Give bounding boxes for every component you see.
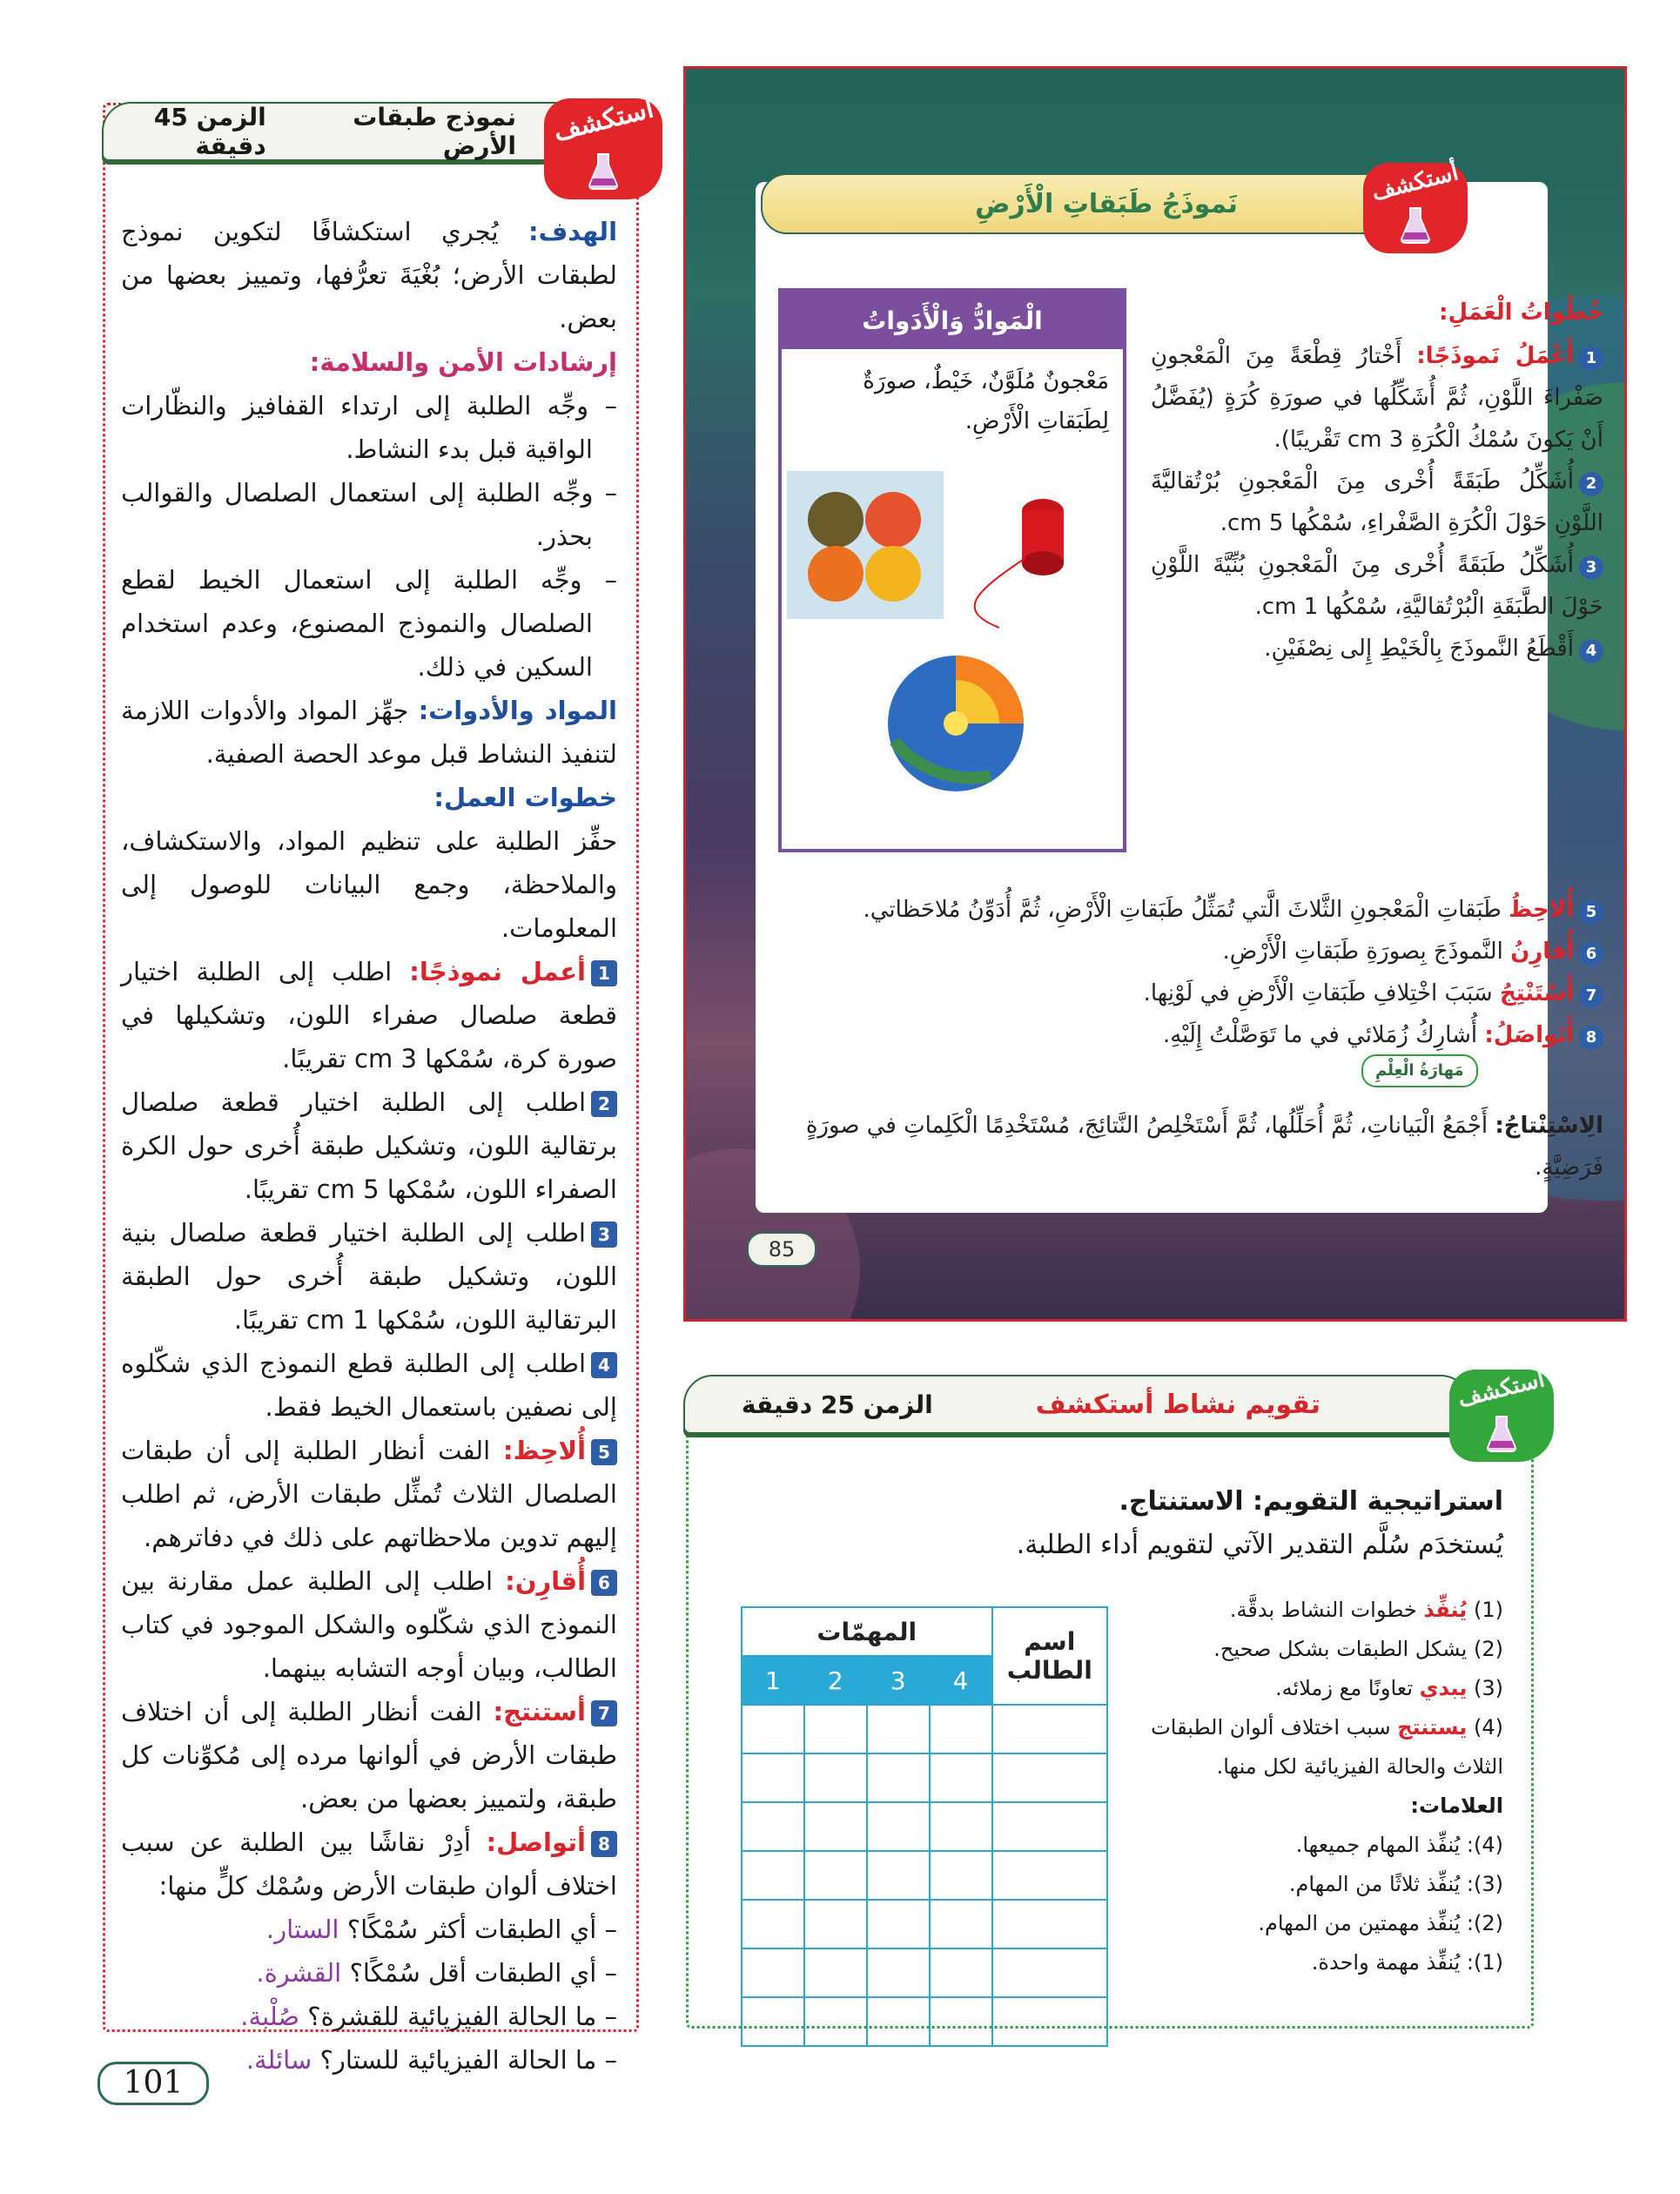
clay-ball-brown (808, 492, 864, 548)
step-text: سَبَبَ اخْتِلافِ طَبَقاتِ الْأَرْضِ في لَوْنِها. (1143, 980, 1493, 1006)
table-row (742, 1851, 1107, 1900)
mark-item: (4): يُنفِّذ المهام جميعها. (1295, 1833, 1503, 1857)
teacher-header-time: الزمن 45 دقيقة (153, 103, 266, 160)
answer-text: سائلة. (245, 2045, 312, 2075)
step-key: أتواصل: (486, 1827, 586, 1857)
evaluation-explore-badge (1449, 1366, 1554, 1462)
table-cell[interactable] (867, 1802, 930, 1851)
mark-item: (2): يُنفِّذ مهمتين من المهام. (1258, 1911, 1503, 1935)
evaluation-header (683, 1375, 1470, 1434)
question-text: – ما الحالة الفيزيائية للقشرة؟ (307, 2002, 617, 2031)
flask-icon (1486, 1415, 1517, 1453)
step-number: 3 (591, 1222, 617, 1248)
table-row (742, 1753, 1107, 1802)
criterion (1129, 1630, 1503, 1669)
criterion-key: يبدي (1419, 1676, 1468, 1700)
materials-label: المواد والأدوات: (418, 696, 617, 725)
evaluation-strategy: استراتيجية التقويم: الاستنتاج. (1119, 1486, 1503, 1517)
explore-badge (544, 93, 662, 199)
task-number: 4 (930, 1656, 992, 1705)
teacher-header-title: نموذج طبقات الأرض (353, 103, 516, 160)
materials-title: الْمَوادُّ وَالْأَدَواتُ (782, 292, 1123, 349)
criterion-text: خطوات النشاط بدقَّة. (1229, 1598, 1417, 1622)
criteria-list (1129, 1591, 1503, 1982)
step-text: اطلب إلى الطلبة اختيار قطعة صلصال صفراء اللون، وتشكيلها في صورة كرة، سُمْكها 3 cm تقريبًا. (121, 957, 617, 1073)
materials-paragraph (121, 689, 617, 776)
clay-ball-yellow (865, 546, 921, 602)
step-text: أُشَكِّلُ طَبَقَةً أُخْرى مِنَ الْمَعْجونِ بُنِّيَّةَ اللَّوْنِ حَوْلَ الطَّبَقَةِ الْبُرْتُقاليَّةِ، سُمْكُها 1 cm. (1151, 552, 1603, 620)
answer-text: القشرة. (256, 1958, 342, 1988)
step-number: 1 (591, 960, 617, 986)
step-key: أعمل نموذجًا: (409, 957, 586, 986)
teacher-step (121, 1690, 617, 1820)
book-step (1151, 544, 1603, 628)
task-number: 2 (804, 1656, 867, 1705)
safety-item: – وجِّه الطلبة إلى استعمال الخيط لقطع الصلصال والنموذج المصنوع، وعدم استخدام السكين في ذلك. (121, 565, 617, 682)
table-cell[interactable] (804, 1802, 867, 1851)
safety-item: – وجِّه الطلبة إلى استعمال الصلصال والقوالب بحذر. (121, 478, 617, 551)
table-cell[interactable] (992, 1948, 1107, 1997)
flask-icon (1400, 206, 1431, 245)
criterion (1129, 1669, 1503, 1708)
skill-key: الِاسْتِنْتاجُ: (1495, 1113, 1603, 1139)
table-cell[interactable] (742, 1753, 804, 1802)
step-text: أَقْطَعُ النَّموذَجَ بِالْخَيْطِ إِلى نِصْفَيْنِ. (1264, 636, 1574, 662)
answer-text: الستار. (265, 1915, 339, 1944)
science-skill-tag (1361, 1054, 1478, 1087)
clay-ball-orange (808, 546, 864, 602)
book-step (839, 931, 1603, 972)
goal-text: يُجري استكشافًا لتكوين نموذج لطبقات الأرض؛ بُغْيَةَ تعرُّفها، وتمييز بعضها من بعض. (121, 217, 617, 333)
step-text: أدِرْ نقاشًا بين الطلبة عن سبب اختلاف ألوان طبقات الأرض وسُمْك كلٍّ منها: (121, 1827, 617, 1901)
evaluation-panel (686, 1366, 1548, 2029)
step-text: النَّموذَجَ بِصورَةِ طَبَقاتِ الْأَرْضِ. (1222, 939, 1503, 965)
step-text: اطلب إلى الطلبة اختيار قطعة صلصال برتقالية اللون، وتشكيل طبقة أُخرى حول الكرة الصفراء اللون، سُمْكها 5 cm تقريبًا. (121, 1087, 617, 1204)
flask-icon (588, 152, 619, 191)
table-header-row (742, 1607, 1107, 1656)
table-cell[interactable] (804, 1851, 867, 1900)
book-step (839, 889, 1603, 931)
task-number: 3 (867, 1656, 930, 1705)
table-cell[interactable] (930, 1900, 992, 1948)
table-row (742, 1997, 1107, 2046)
criterion-text: سبب اختلاف ألوان الطبقات الثلاث والحالة الفيزيائية لكل منها. (1151, 1715, 1503, 1779)
book-procedure-label: خُطُواتُ الْعَمَلِ: (1439, 299, 1603, 326)
student-book-page (683, 66, 1627, 1322)
table-cell[interactable] (992, 1705, 1107, 1753)
table-cell[interactable] (742, 1851, 804, 1900)
criterion-text: يشكل الطبقات بشكل صحيح. (1213, 1637, 1468, 1661)
safety-label: إرشادات الأمن والسلامة: (309, 347, 617, 377)
step-text: اطلب إلى الطلبة اختيار قطعة صلصال بنية اللون، وتشكيل طبقة أُخرى حول الطبقة البرتقالية اللون، سُمْكها 1 cm تقريبًا. (121, 1218, 617, 1335)
book-page-number: 85 (747, 1232, 816, 1267)
step-text: أُشَكِّلُ طَبَقَةً أُخْرى مِنَ الْمَعْجونِ بُرْتُقاليَّةَ اللَّوْنِ حَوْلَ الْكُرَةِ الصَّفْراءِ، سُمْكُها 5 cm. (1151, 468, 1603, 536)
teacher-step (121, 1342, 617, 1429)
step-number: 8 (1579, 1026, 1603, 1050)
explore-badge-label: أستكشف (550, 93, 656, 148)
step-text: اطلب إلى الطلبة قطع النموذج الذي شكّلوه إلى نصفين باستعمال الخيط فقط. (121, 1349, 617, 1422)
criterion-key: يستنتج (1397, 1715, 1468, 1740)
table-cell[interactable] (992, 1900, 1107, 1948)
skill-label: مَهارَةُ الْعِلْمِ (1375, 1061, 1464, 1080)
step-key: أَعْمَلُ نَموذَجًا: (1416, 343, 1575, 369)
table-cell[interactable] (867, 1851, 930, 1900)
book-step (839, 972, 1603, 1014)
table-cell[interactable] (742, 1900, 804, 1948)
step-text: طَبَقاتِ الْمَعْجونِ الثَّلاثَ الَّتي تُمَثِّلُ طَبَقاتِ الْأَرْضِ، ثُمَّ أُدَوِّنُ مُلاحَظاتي. (863, 897, 1502, 923)
table-cell[interactable] (930, 1802, 992, 1851)
teacher-notes-panel (103, 93, 656, 2075)
step-text: أَخْتارُ قِطْعَةً مِنَ الْمَعْجونِ صَفْراءَ اللَّوْنِ، ثُمَّ أُشَكِّلُها في صورَةِ كُرَةٍ (يُفَضَّلُ أَنْ يَكونَ سُمْكُ الْكُرَةِ 3 cm تَقْريبًا). (1151, 343, 1603, 453)
step-text: الفت أنظار الطلبة إلى أن اختلاف طبقات الأرض في ألوانها مرده إلى مُكوِّنات كل طبقة، ولتمييز بعضها من بعض. (121, 1697, 617, 1814)
materials-text: جهِّز المواد والأدوات اللازمة لتنفيذ النشاط قبل موعد الحصة الصفية. (121, 696, 617, 769)
table-cell[interactable] (867, 1900, 930, 1948)
table-cell[interactable] (804, 1948, 867, 1997)
step-number: 5 (591, 1439, 617, 1465)
step-number: 1 (1579, 347, 1603, 371)
step-number: 7 (591, 1700, 617, 1726)
criterion-number: (2) (1473, 1637, 1503, 1661)
table-cell[interactable] (742, 1705, 804, 1753)
evaluation-badge-label: أستكشف (1455, 1366, 1548, 1413)
table-cell[interactable] (930, 1948, 992, 1997)
step-text: اطلب إلى الطلبة عمل مقارنة بين النموذج الذي شكّلوه والشكل الموجود في كتاب الطالب، وبيان أوجه التشابه بينهما. (121, 1566, 617, 1683)
clay-ball-red (865, 492, 921, 548)
table-row (742, 1705, 1107, 1753)
table-cell[interactable] (867, 1997, 930, 2046)
table-cell[interactable] (867, 1705, 930, 1753)
mark-item: (1): يُنفِّذ مهمة واحدة. (1311, 1950, 1503, 1975)
table-cell[interactable] (742, 1997, 804, 2046)
table-cell[interactable] (804, 1997, 867, 2046)
goal-label: الهدف: (528, 217, 618, 246)
discussion-question (121, 1908, 617, 1951)
step-number: 6 (1579, 942, 1603, 966)
teacher-step (121, 1820, 617, 1908)
criterion-number: (3) (1473, 1676, 1503, 1700)
discussion-question (121, 1951, 617, 1995)
teacher-step (121, 950, 617, 1080)
table-cell[interactable] (930, 1851, 992, 1900)
book-explore-badge (1363, 159, 1468, 253)
materials-illustration (782, 471, 1116, 845)
criterion (1129, 1591, 1503, 1630)
table-row (742, 1900, 1107, 1948)
procedure-intro: حفِّز الطلبة على تنظيم المواد، والاستكشاف، والملاحظة، وجمع البيانات للوصول إلى المعلومات. (121, 826, 617, 943)
step-number: 8 (591, 1831, 617, 1857)
book-steps-top (1151, 335, 1603, 670)
teacher-step (121, 1559, 617, 1690)
table-cell[interactable] (930, 1705, 992, 1753)
step-key: أَتَواصَلُ: (1484, 1022, 1574, 1048)
step-number: 2 (1579, 472, 1603, 496)
step-key: أُلاحِظ: (502, 1436, 587, 1465)
question-text: – أي الطبقات أقل سُمْكًا؟ (349, 1958, 617, 1988)
criterion-key: يُنفِّذ (1423, 1598, 1468, 1622)
criterion-number: (1) (1473, 1598, 1503, 1622)
table-cell[interactable] (867, 1948, 930, 1997)
criterion-text: تعاونًا مع زملائه. (1275, 1676, 1414, 1700)
question-text: – أي الطبقات أكثر سُمْكًا؟ (346, 1915, 617, 1944)
book-step (839, 1014, 1603, 1056)
evaluation-title: تقويم نشاط أستكشف (1035, 1389, 1320, 1420)
table-cell[interactable] (992, 1753, 1107, 1802)
book-step (1151, 628, 1603, 670)
step-number: 6 (591, 1570, 617, 1596)
discussion-question (121, 1995, 617, 2038)
step-number: 2 (591, 1091, 617, 1117)
step-text: أُشارِكُ زُمَلائي في ما تَوَصَّلْتُ إِلَيْهِ. (1162, 1022, 1478, 1048)
evaluation-instruction: يُستخدَم سُلَّم التقدير الآتي لتقويم أداء الطلبة. (1016, 1530, 1503, 1560)
table-cell[interactable] (804, 1753, 867, 1802)
rubric-table (741, 1606, 1108, 2047)
student-name-header: اسم الطالب (992, 1607, 1107, 1705)
table-cell[interactable] (930, 1997, 992, 2046)
table-cell[interactable] (930, 1753, 992, 1802)
step-key: أُلاحِظُ (1509, 897, 1574, 923)
safety-item: – وجِّه الطلبة إلى ارتداء القفافيز والنظّارات الواقية قبل بدء النشاط. (121, 391, 617, 464)
table-cell[interactable] (992, 1802, 1107, 1851)
step-key: أستنتج: (493, 1697, 586, 1726)
step-number: 7 (1579, 984, 1603, 1008)
teacher-header (102, 102, 584, 161)
step-number: 5 (1579, 900, 1603, 925)
book-steps-bottom (839, 889, 1603, 1056)
procedure-label: خطوات العمل: (433, 783, 617, 812)
table-cell[interactable] (742, 1802, 804, 1851)
question-text: – ما الحالة الفيزيائية للستار؟ (319, 2045, 617, 2075)
step-number: 3 (1579, 555, 1603, 580)
book-explore-badge-label: أستكشف (1369, 159, 1462, 206)
table-cell[interactable] (992, 1997, 1107, 2046)
table-cell[interactable] (742, 1948, 804, 1997)
mark-item: (3): يُنفِّذ ثلاثًا من المهام. (1288, 1872, 1503, 1896)
table-cell[interactable] (992, 1851, 1107, 1900)
criterion-number: (4) (1473, 1715, 1503, 1740)
tasks-header: المهمّات (742, 1607, 992, 1656)
step-key: أُقارِن: (505, 1566, 587, 1596)
table-cell[interactable] (867, 1753, 930, 1802)
answer-text: صُلْبة. (240, 2002, 300, 2031)
step-number: 4 (591, 1352, 617, 1378)
book-step (1151, 335, 1603, 461)
teacher-step (121, 1429, 617, 1559)
book-title: نَموذَجُ طَبَقاتِ الْأَرْضِ (975, 188, 1238, 219)
book-step (1151, 461, 1603, 544)
teacher-body (105, 210, 636, 2082)
evaluation-time: الزمن 25 دقيقة (741, 1390, 933, 1419)
materials-text: مَعْجونٌ مُلَوَّنٌ، خَيْطٌ، صورَةٌ لِطَبَقاتِ الْأَرْضِ. (863, 368, 1109, 434)
step-text: الفت أنظار الطلبة إلى أن طبقات الصلصال الثلاث تُمثِّل طبقات الأرض، ثم اطلب إليهم تدوين ملاحظاتهم على ذلك في دفاترهم. (121, 1436, 617, 1552)
materials-box (778, 288, 1126, 852)
criterion (1129, 1708, 1503, 1787)
teacher-step (121, 1211, 617, 1342)
table-cell[interactable] (804, 1900, 867, 1948)
table-row (742, 1802, 1107, 1851)
skill-text: أَجْمَعُ الْبَياناتِ، ثُمَّ أُحَلِّلُها، ثُمَّ أَسْتَخْلِصُ النَّتائِجَ، مُسْتَخْدِمًا الْكَلِماتِ في صورَةٍ فَرَضِيَّةٍ. (805, 1113, 1603, 1181)
table-cell[interactable] (804, 1705, 867, 1753)
step-key: أُقارِنُ (1510, 939, 1574, 965)
skill-paragraph (768, 1105, 1603, 1188)
book-title-bar (761, 173, 1452, 234)
task-number: 1 (742, 1656, 804, 1705)
step-number: 4 (1579, 639, 1603, 663)
teacher-step (121, 1080, 617, 1211)
marks-label: العلامات: (1410, 1794, 1503, 1818)
goal-paragraph (121, 210, 617, 340)
table-row (742, 1948, 1107, 1997)
page-number: 101 (97, 2062, 209, 2105)
step-key: أَسْتَنْتِجُ (1499, 980, 1574, 1006)
